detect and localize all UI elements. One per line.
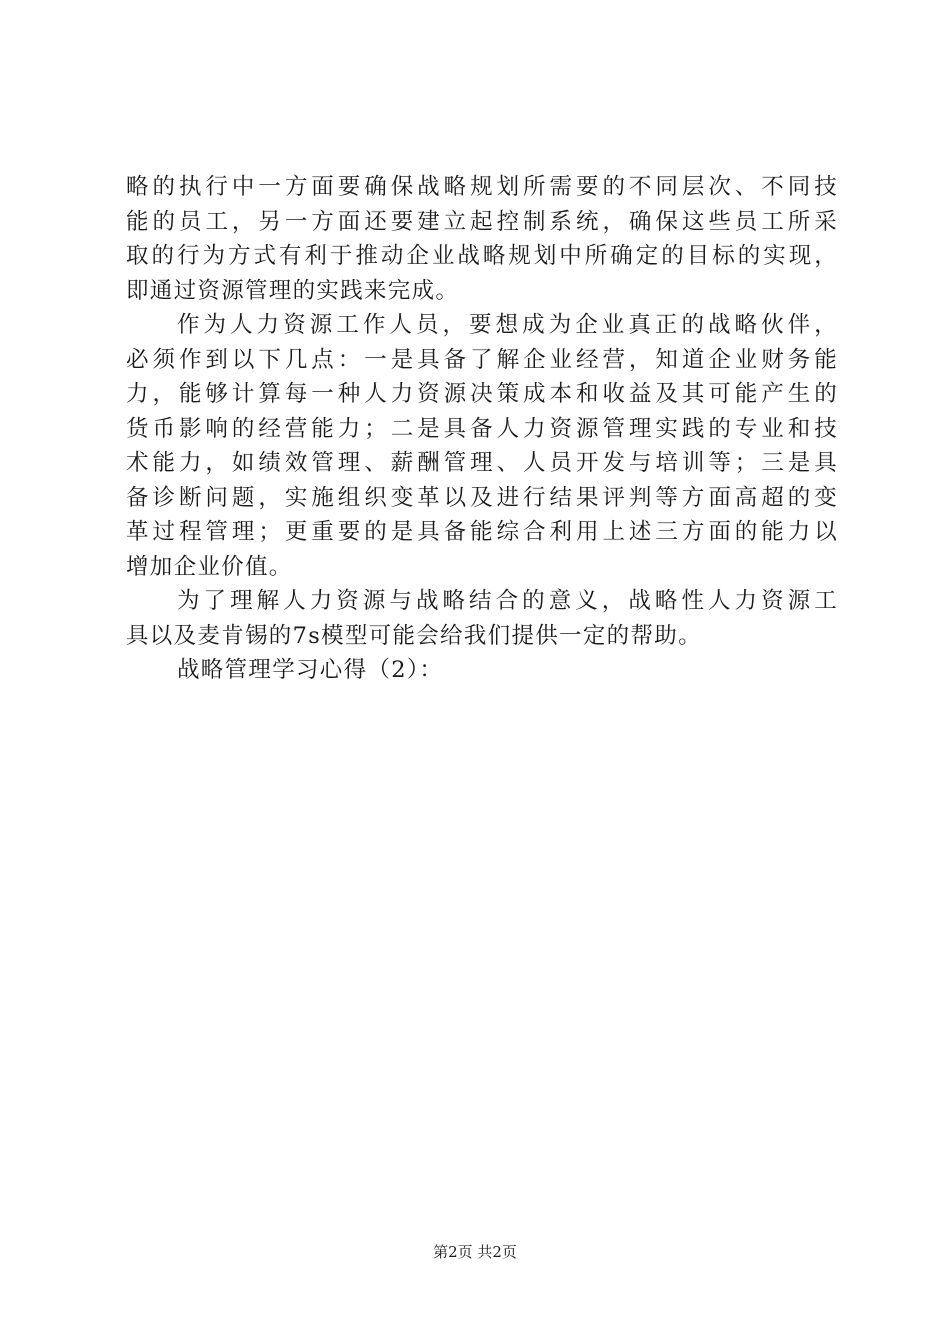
text-line: 力，能够计算每一种人力资源决策成本和收益及其可能产生的 xyxy=(126,381,838,407)
paragraph xyxy=(126,584,838,653)
page-number: 第2页 共2页 xyxy=(433,1243,517,1261)
text-line: 具以及麦肯锡的7s模型可能会给我们提供一定的帮助。 xyxy=(126,622,702,649)
text-line: 即通过资源管理的实践来完成。 xyxy=(126,277,460,304)
paragraph xyxy=(126,308,838,584)
text-line: 取的行为方式有利于推动企业战略规划中所确定的目标的实现， xyxy=(126,243,838,269)
text-line: 为了理解人力资源与战略结合的意义，战略性人力资源工 xyxy=(177,588,838,614)
body-text xyxy=(126,170,838,688)
text-line: 作为人力资源工作人员，要想成为企业真正的战略伙伴， xyxy=(177,312,838,338)
text-line: 能的员工，另一方面还要建立起控制系统，确保这些员工所采 xyxy=(126,208,838,235)
text-line: 货币影响的经营能力；二是具备人力资源管理实践的专业和技 xyxy=(126,415,838,442)
text-line: 增加企业价值。 xyxy=(126,553,293,580)
page-footer xyxy=(0,1242,950,1262)
text-line: 备诊断问题，实施组织变革以及进行结果评判等方面高超的变 xyxy=(126,484,838,511)
text-line: 必须作到以下几点：一是具备了解企业经营，知道企业财务能 xyxy=(126,346,838,373)
text-line: 革过程管理；更重要的是具备能综合利用上述三方面的能力以 xyxy=(126,519,838,545)
paragraph xyxy=(126,653,838,688)
section-heading: 战略管理学习心得（2）： xyxy=(177,657,444,683)
paragraph xyxy=(126,170,838,308)
text-line: 术能力，如绩效管理、薪酬管理、人员开发与培训等；三是具 xyxy=(126,450,838,476)
text-line: 略的执行中一方面要确保战略规划所需要的不同层次、不同技 xyxy=(126,174,838,200)
